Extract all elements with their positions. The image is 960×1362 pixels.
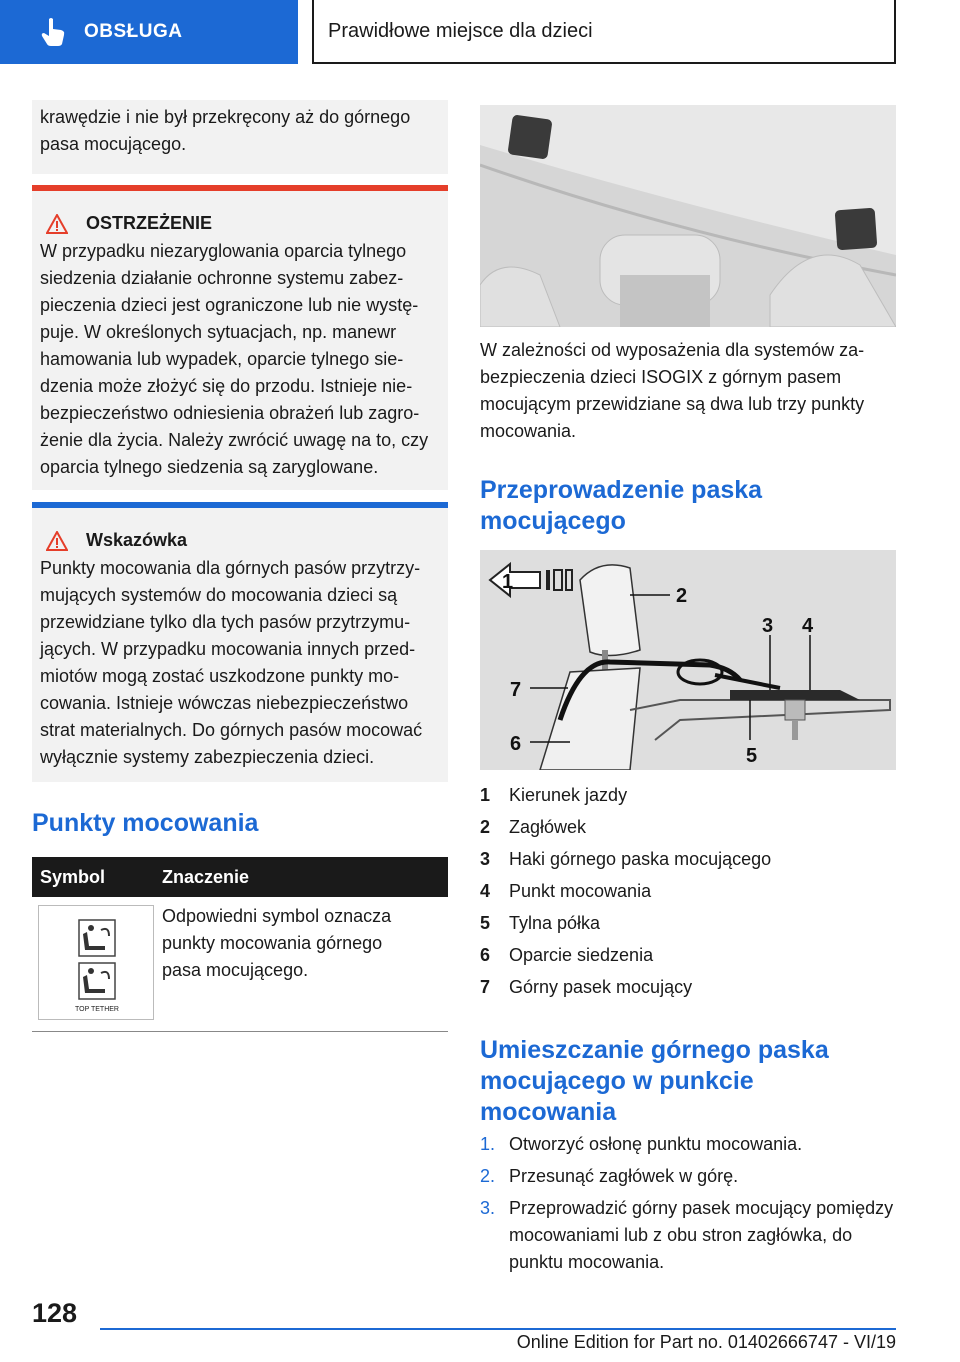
hand-pointer-icon [40,17,66,47]
section-tab[interactable] [0,0,298,64]
intro-text: krawędzie i nie był przekręcony aż do górnego pasa mocującego. [40,107,411,154]
warning-text: W przypadku niezaryglowania oparcia tylnego siedzenia działanie ochronne systemu zabezpieczenia dzieci jest ograniczone lub nie występuje. W określonych sytuacjach, np. manewr hamowania lub wypadek, oparcie tylnego siedzenia może złożyć się do przodu. Istnieje niebezpieczeństwo odniesienia obrażeń lub zagrożenie dla życia. Należy zwrócić uwagę na to, czy oparcia tylnego siedzenia są zaryglowane. [40,241,429,477]
diagram-label-7: 7 [510,679,522,701]
symbol-caption: TOP TETHER [75,1006,119,1013]
list-item: 4 Punkt mocowania [480,880,652,901]
section-title-routing: Przeprowadzenie paska mocującego [480,476,763,535]
diagram-label-4: 4 [802,615,814,637]
steps-list [480,1131,896,1276]
tether-diagram [480,550,896,770]
rear-shelf-photo [480,105,896,327]
warning-triangle-icon [46,214,68,234]
hint-box [32,502,448,782]
legend-list [480,779,896,1003]
diagram-label-5: 5 [746,745,758,767]
list-item: 3. Przeprowadzić górny pasek mocujący pomiędzy mocowaniami lub z obu stron zagłówka, do punktu mocowania. [480,1198,894,1272]
list-item: 7 Górny pasek mocujący [480,976,693,997]
warning-title: OSTRZEŻENIE [86,213,213,233]
section-title-placement: Umieszczanie górnego paska mocującego w punkcie mocowania [480,1036,829,1126]
hint-text: Punkty mocowania dla górnych pasów przytrzymujących systemów do mocowania dzieci są przewidziane tylko dla tych pasów przytrzymujących. W przypadku mocowania innych przedmiotów mogą zostać uszkodzone punkty mocowania. Istnieje wówczas niebezpieczeństwo strat materialnych. Do górnych pasów mocować wyłącznie systemy zabezpieczenia dzieci. [40,558,423,767]
diagram-illustration [480,550,896,770]
table-header [32,857,448,897]
col-meaning: Znaczenie [162,866,250,887]
child-seat-anchor-icon [39,906,153,1019]
symbol-table [32,857,448,1032]
photo-illustration [480,105,896,327]
row-meaning: Odpowiedni symbol oznacza punkty mocowania górnego pasa mocującego. [162,906,392,980]
top-tether-symbol [38,905,154,1020]
list-item: 2. Przesunąć zagłówek w górę. [480,1166,739,1186]
list-item: 1 Kierunek jazdy [480,784,628,805]
hint-title: Wskazówka [86,530,188,550]
section-title-anchors: Punkty mocowania [32,809,259,837]
list-item: 5 Tylna półka [480,912,601,933]
warning-box [32,185,448,490]
diagram-label-1: 1 [502,571,514,593]
table-row [32,897,448,1032]
page-title: Prawidłowe miejsce dla dzieci [312,0,896,64]
col-symbol: Symbol [40,866,106,887]
photo-caption: W zależności od wyposażenia dla systemów zabezpieczenia dzieci ISOGIX z górnym pasem mocującym przewidziane są dwa lub trzy punkty mocowania. [480,340,865,441]
diagram-label-3: 3 [762,615,774,637]
diagram-label-2: 2 [676,585,688,607]
footer-edition: Online Edition for Part no. 01402666747 - VI/19 [516,1332,896,1352]
list-item: 6 Oparcie siedzenia [480,944,654,965]
footer-divider [100,1328,896,1330]
section-label: OBSŁUGA [84,21,183,42]
diagram-label-6: 6 [510,733,522,755]
page-number: 128 [32,1298,78,1328]
list-item: 1. Otworzyć osłonę punktu mocowania. [480,1134,803,1154]
list-item: 2 Zagłówek [480,816,587,837]
list-item: 3 Haki górnego paska mocującego [480,848,772,869]
caution-triangle-icon [46,531,68,551]
intro-box [32,100,448,174]
